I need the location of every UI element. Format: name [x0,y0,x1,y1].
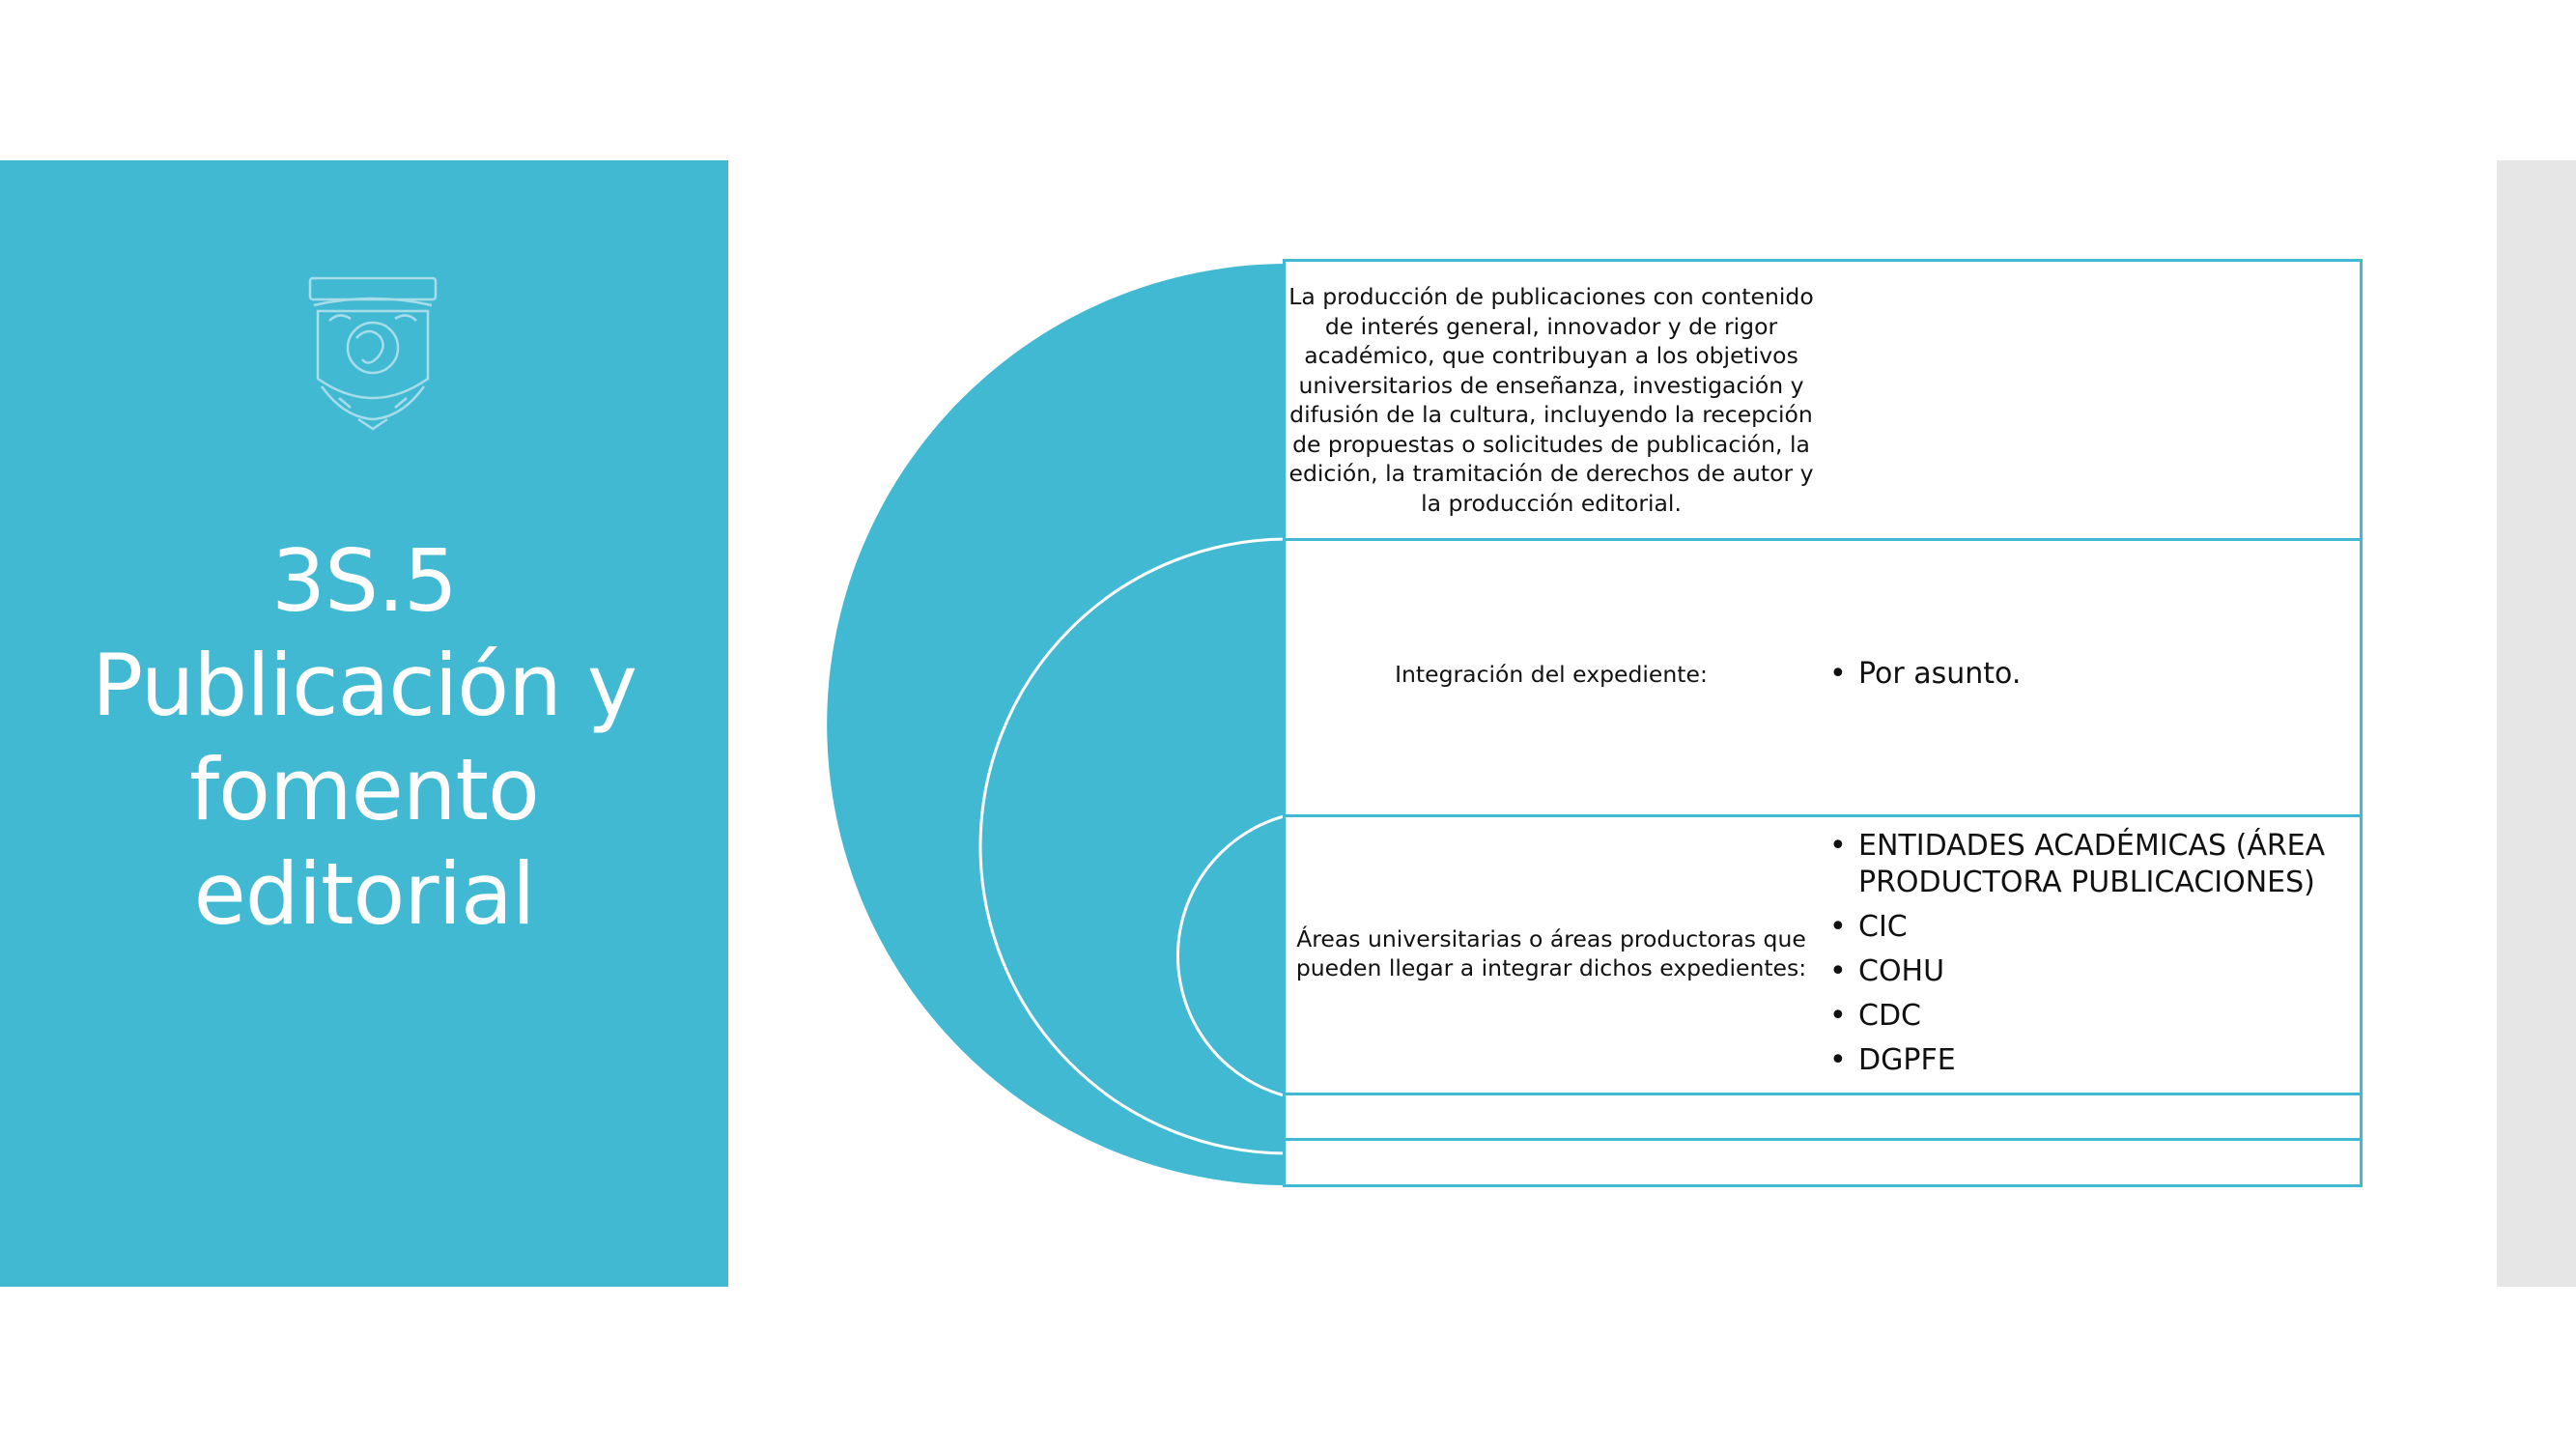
areas-label: Áreas universitarias o áreas productoras que pueden llegar a integrar dichos expedientes: [1295,925,1807,981]
integration-bullet: • Por asunto. [1829,656,2370,693]
area-bullet: • ENTIDADES ACADÉMICAS (ÁREA PRODUCTORA PUBLICACIONES) [1829,828,2370,901]
title-line-3: editorial [193,844,535,944]
integration-label: Integración del expediente: [1395,661,1708,688]
outer-semicircle [827,264,1288,1185]
integration-bullets [1829,656,2370,700]
title-line-1: Publicación y [92,636,637,735]
band-empty-1 [1283,1093,2363,1141]
title-line-code: 3S.5 [271,531,457,631]
description-text: La producción de publicaciones con contenido de interés general, innovador y de rigor académico, que contribuyan a los objetivos universitarios de enseñanza, investigación y difusión de la cultura, incluyendo la recepción de propuestas o solicitudes de publicación, la edición, la tramitación de derechos de autor y la producción editorial. [1288,283,1814,517]
areas-bullets [1829,828,2370,1087]
area-bullet: • CIC [1829,909,2370,946]
area-bullet: • COHU [1829,953,2370,990]
band-empty-2 [1283,1138,2363,1187]
area-bullet: • CDC [1829,998,2370,1035]
title-line-2: fomento [189,740,539,839]
area-bullet: • DGPFE [1829,1042,2370,1079]
